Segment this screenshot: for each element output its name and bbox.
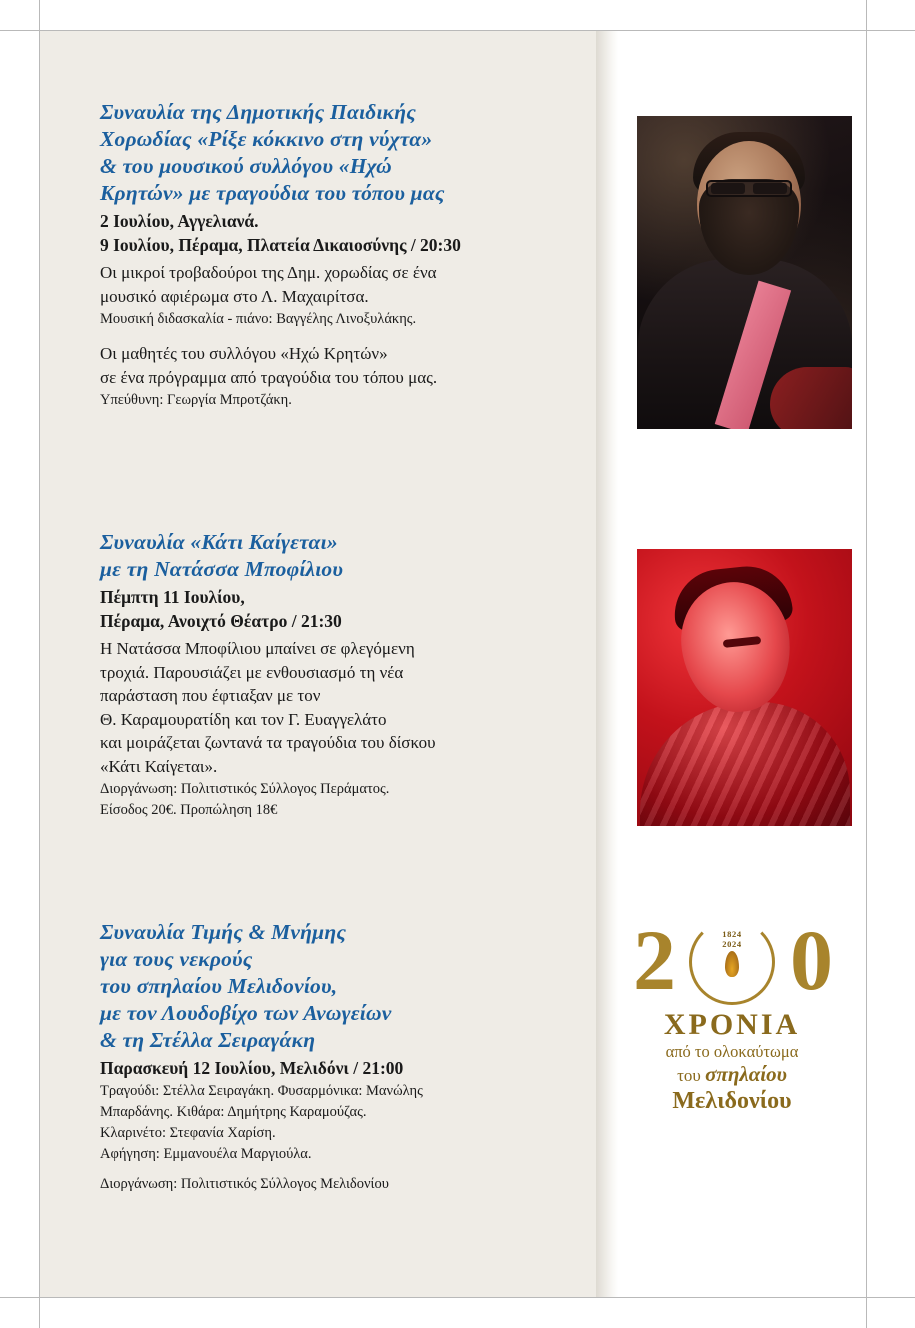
logo-year-to: 2024 — [722, 939, 742, 949]
event-1-description-line-1: Οι μικροί τροβαδούροι της Δημ. χορωδίας σε ένα — [100, 263, 437, 282]
event-2-description-line-6: «Κάτι Καίγεται». — [100, 756, 218, 776]
crop-mark-bottom — [0, 1297, 915, 1298]
logo-digit-right: 0 — [790, 912, 833, 1008]
photo-1-guitar-body — [770, 367, 852, 429]
event-2-title-line-1: Συναυλία «Κάτι Καίγεται» — [100, 530, 338, 554]
event-3-title-line-5: & τη Στέλλα Σειραγάκη — [100, 1028, 316, 1052]
event-1-credits — [100, 309, 570, 330]
event-2-description — [100, 637, 570, 778]
event-block-3 — [100, 919, 570, 1195]
event-2-datetime-line-2: Πέραμα, Ανοιχτό Θέατρο / 21:30 — [100, 611, 342, 631]
event-1-spacer — [100, 330, 570, 338]
event-2-credits — [100, 779, 570, 821]
event-3-organizer-line-1: Διοργάνωση: Πολιτιστικός Σύλλογος Μελιδονίου — [100, 1176, 389, 1192]
event-1-credits-2 — [100, 390, 570, 411]
logo-chronia-text: ΧΡΟΝΙΑ — [663, 1008, 801, 1041]
event-3-credits — [100, 1081, 570, 1165]
event-2-title-line-2: με τη Νατάσσα Μποφίλιου — [100, 557, 344, 581]
event-2-title — [100, 529, 570, 583]
event-3-credits-line-2: Μπαρδάνης. Κιθάρα: Δημήτρης Καραμούζας. — [100, 1104, 367, 1120]
event-2-description-line-4: Θ. Καραμουρατίδη και τον Γ. Ευαγγελάτο — [100, 709, 387, 729]
logo-year-from: 1824 — [722, 929, 742, 939]
event-3-credits-line-3: Κλαρινέτο: Στεφανία Χαρίση. — [100, 1125, 276, 1141]
event-3-title-line-3: του σπηλαίου Μελιδονίου, — [100, 974, 338, 998]
event-2-datetime — [100, 585, 570, 633]
event-1-credits-line-1: Μουσική διδασκαλία - πιάνο: Βαγγέλης Λινοξυλάκης. — [100, 311, 417, 327]
singer-red-light-photo — [637, 549, 852, 826]
event-1-datetime-line-1: 2 Ιουλίου, Αγγελιανά. — [100, 211, 259, 231]
event-2-description-line-3: παράσταση που έφτιαξαν με τον — [100, 686, 321, 705]
event-3-spacer — [100, 1165, 570, 1173]
crop-mark-right — [866, 0, 867, 1328]
logo-subtitle-3: Μελιδονίου — [672, 1088, 792, 1114]
event-3-datetime — [100, 1056, 570, 1080]
event-1-title-line-2: Χορωδίας «Ρίξε κόκκινο στη νύχτα» — [100, 127, 433, 151]
event-2-datetime-line-1: Πέμπτη 11 Ιουλίου, — [100, 587, 245, 607]
event-3-title — [100, 919, 570, 1054]
event-3-title-line-1: Συναυλία Τιμής & Μνήμης — [100, 920, 347, 944]
anniversary-logo — [612, 912, 852, 1115]
event-3-datetime-line-1: Παρασκευή 12 Ιουλίου, Μελιδόνι / 21:00 — [100, 1058, 404, 1078]
program-content — [100, 31, 580, 1297]
event-block-2 — [100, 529, 570, 821]
logo-digit-left: 2 — [633, 912, 676, 1008]
musician-portrait-photo — [637, 116, 852, 429]
event-2-description-line-2: τροχιά. Παρουσιάζει με ενθουσιασμό τη νέα — [100, 662, 404, 682]
glasses-icon — [706, 180, 792, 197]
event-1-title-line-3: & του μουσικού συλλόγου «Ηχώ — [100, 154, 392, 178]
event-2-credits-line-2: Είσοδος 20€. Προπώληση 18€ — [100, 802, 278, 818]
logo-subtitle-2-prefix: του — [677, 1066, 706, 1085]
event-1-title — [100, 99, 570, 207]
event-1-title-line-4: Κρητών» με τραγούδια του τόπου μας — [100, 181, 445, 205]
event-1-datetime-line-2: 9 Ιουλίου, Πέραμα, Πλατεία Δικαιοσύνης / 20:30 — [100, 235, 461, 255]
event-3-title-line-4: με τον Λουδοβίχο των Ανωγείων — [100, 1001, 392, 1025]
event-3-credits-line-4: Αφήγηση: Εμμανουέλα Μαργιούλα. — [100, 1146, 312, 1162]
logo-subtitle-2-emph: σπηλαίου — [705, 1062, 787, 1086]
event-2-credits-line-1: Διοργάνωση: Πολιτιστικός Σύλλογος Περάματος. — [100, 781, 390, 797]
event-1-credits-2-line-1: Υπεύθυνη: Γεωργία Μπροτζάκη. — [100, 392, 292, 408]
event-2-description-line-1: Η Νατάσσα Μποφίλιου μπαίνει σε φλεγόμενη — [100, 639, 415, 658]
logo-years — [722, 929, 741, 949]
event-3-title-line-2: για τους νεκρούς — [100, 947, 253, 971]
event-1-datetime — [100, 209, 570, 257]
event-2-description-line-5: και μοιράζεται ζωντανά τα τραγούδια του δίσκου — [100, 733, 436, 752]
event-1-description-2 — [100, 342, 570, 389]
logo-subtitle-1: από το ολοκαύτωμα — [665, 1042, 799, 1061]
event-1-description-2-line-1: Οι μαθητές του συλλόγου «Ηχώ Κρητών» — [100, 344, 388, 363]
event-block-1 — [100, 99, 570, 411]
logo-subtitle-2 — [612, 1063, 852, 1087]
logo-mark — [627, 912, 837, 1011]
event-1-description-line-2: μουσικό αφιέρωμα στο Λ. Μαχαιρίτσα. — [100, 286, 369, 306]
event-1-description-2-line-2: σε ένα πρόγραμμα από τραγούδια του τόπου μας. — [100, 367, 438, 387]
event-1-description — [100, 261, 570, 308]
event-3-credits-line-1: Τραγούδι: Στέλλα Σειραγάκη. Φυσαρμόνικα: Μανώλης — [100, 1083, 423, 1099]
event-3-organizer — [100, 1174, 570, 1195]
event-1-title-line-1: Συναυλία της Δημοτικής Παιδικής — [100, 100, 416, 124]
